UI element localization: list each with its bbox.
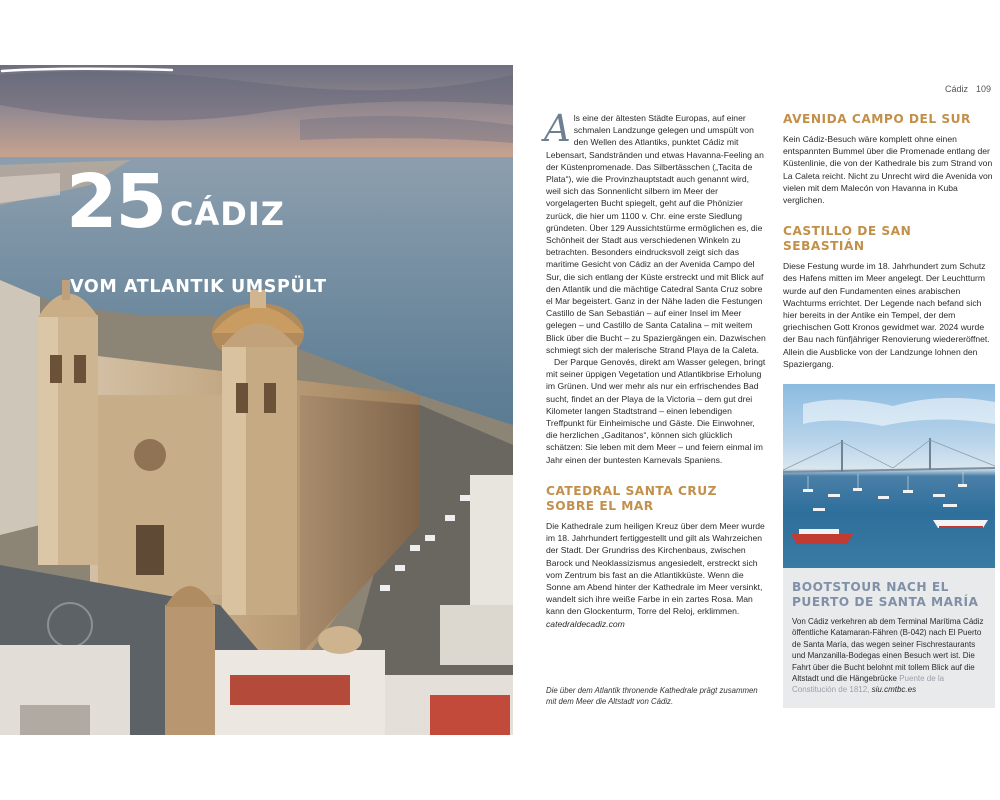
avenida-heading: AVENIDA CAMPO DEL SUR [783,112,971,126]
photo-caption: Die über dem Atlantik thronende Kathedrale prägt zusammen mit dem Meer die Altstadt von Cádiz. [546,686,758,706]
cathedral-paragraph [546,520,766,630]
running-head [945,84,991,94]
chapter-number: 25 [66,159,165,245]
boat-tour-heading: BOOTSTOUR NACH EL PUERTO DE SANTA MARÍA [792,580,979,609]
chapter-title: CÁDIZ [170,195,285,233]
side-text-column [783,112,995,370]
avenida-text: Kein Cádiz-Besuch wäre komplett ohne einen entspannten Bummel über die Promenade entlang der Küstenlinie, die von der Kathedrale bis zum Strand von La Caleta reicht. Nicht zu Unrecht wird die Avenida von vielen mit dem Malecón von Havanna in Kuba verglichen. [783,134,993,206]
intro-text: ls eine der ältesten Städte Europas, auf einer schmalen Landzunge gelegen und umspült von den Wellen des Atlantiks, punktet Cádiz mit Lebensart, Sandstränden und etwas Havanna-Feeling an der Küstenpromenade. Das Silbertässchen („Tacita de Plata“), wie die Provinzhauptstadt auch genannt wird, weil sich das Sonnenlicht silbern im Meer der vorgelagerten Bucht spiegelt, geht auf die Phönizier zurück, die hier um 1100 v. Chr. eine erste Siedlung gründeten. Über 129 Aussichtstürme ermöglichen es, die Schönheit der Stadt aus verschiedenen Winkeln zu betrachten. Besonders eindrucksvoll zeigt sich das maritime Gesicht von Cádiz an der Avenida Campo del Sur, die sich entlang der Küste erstreckt und mit Blick auf den Atlantik und die mächtige Catedral Santa Cruz sobre el Mar begeistert. Ganz in der Nähe laden die Festungen Castillo de San Sebastián – auf einer Insel im Meer gelegen – und Castillo de Santa Catalina – mit weitem Blick über die Bucht – zu Spaziergängen ein. Dazwischen schmiegt sich der malerische Strand Playa de la Caleta. [546,113,766,355]
castillo-text: Diese Festung wurde im 18. Jahrhundert zum Schutz des Hafens mitten im Meer angelegt. Der Leuchtturm wurde auf den Fundamenten eines arabischen Wachturms errichtet. Der Legende nach befand sich hier bereits in der Antike ein Tempel, der dem griechischen Gott Kronos gewidmet war. 2024 wurde der Bau nach fünfjähriger Renovierung wiedereröffnet. Allein die Ausblicke von der Landzunge lohnen den Spaziergang. [783,261,990,369]
boat-tour-paragraph [792,616,987,696]
main-text-column [544,107,766,630]
bridge-name: Puente de la Constitución de 1812, [792,674,945,695]
bridge-and-boats-illustration [783,384,995,568]
bay-photo [783,384,995,568]
drop-cap: A [544,107,571,150]
chapter-subtitle: VOM ATLANTIK UMSPÜLT [70,277,327,297]
boat-tour-text: Von Cádiz verkehren ab dem Terminal Marítima Cádiz öffentliche Katamaran-Fähren (B-042) nach El Puerto de Santa María, das wegen seiner Fischrestaurants und Manzanilla-Bodegas einen Besuch wert ist. Die Fahrt über die Bucht belohnt mit tollem Blick auf die Altstadt und die Hängebrücke [792,617,984,684]
intro-paragraph [544,107,766,356]
cathedral-heading: CATEDRAL SANTA CRUZ SOBRE EL MAR [546,483,718,513]
castillo-heading: CASTILLO DE SAN SEBASTIÁN [783,224,912,254]
running-head-city: Cádiz [944,84,968,94]
page-number: 109 [975,84,991,94]
boat-tour-box [783,568,995,708]
intro-paragraph-2: Der Parque Genovés, direkt am Wasser gelegen, bringt mit seiner üppigen Vegetation und Atlantikbrise Erholung im Grünen. Und wer mehr als nur ein erfrischendes Bad sucht, findet an der Playa de la Victoria – dem gut drei Kilometer langen Stadtstrand – einen lebendigen Treffpunkt für Einheimische und Gäste. Die Einwohner, die herzlichen „Gaditanos“, können sich glücklich schätzen: Sie leben mit dem Meer – und feiern einmal im Jahr einen der buntesten Karnevals Spaniens. [546,357,766,465]
underline-swoosh [0,65,175,75]
cathedral-link[interactable]: catedraldecadiz.com [546,618,625,629]
hero-photo [0,65,513,735]
boat-tour-link[interactable]: siu.cmtbc.es [871,685,917,695]
cathedral-text: Die Kathedrale zum heiligen Kreuz über dem Meer wurde im 18. Jahrhundert fertiggestellt und gilt als Wahrzeichen der Stadt. Der Grundriss des Kirchenbaus, zwischen Barock und Neoklassizismus angesiedelt, erstreckt sich vom Zentrum bis fast an die Atlantikküste. Wenn die Sonne am Abend hinter der Kathedrale im Meer versinkt, wandelt sich ihre weiße Farbe in ein zartes Rosa. Man kann den Glockenturm, Torre del Reloj, erklimmen. [546,520,765,617]
